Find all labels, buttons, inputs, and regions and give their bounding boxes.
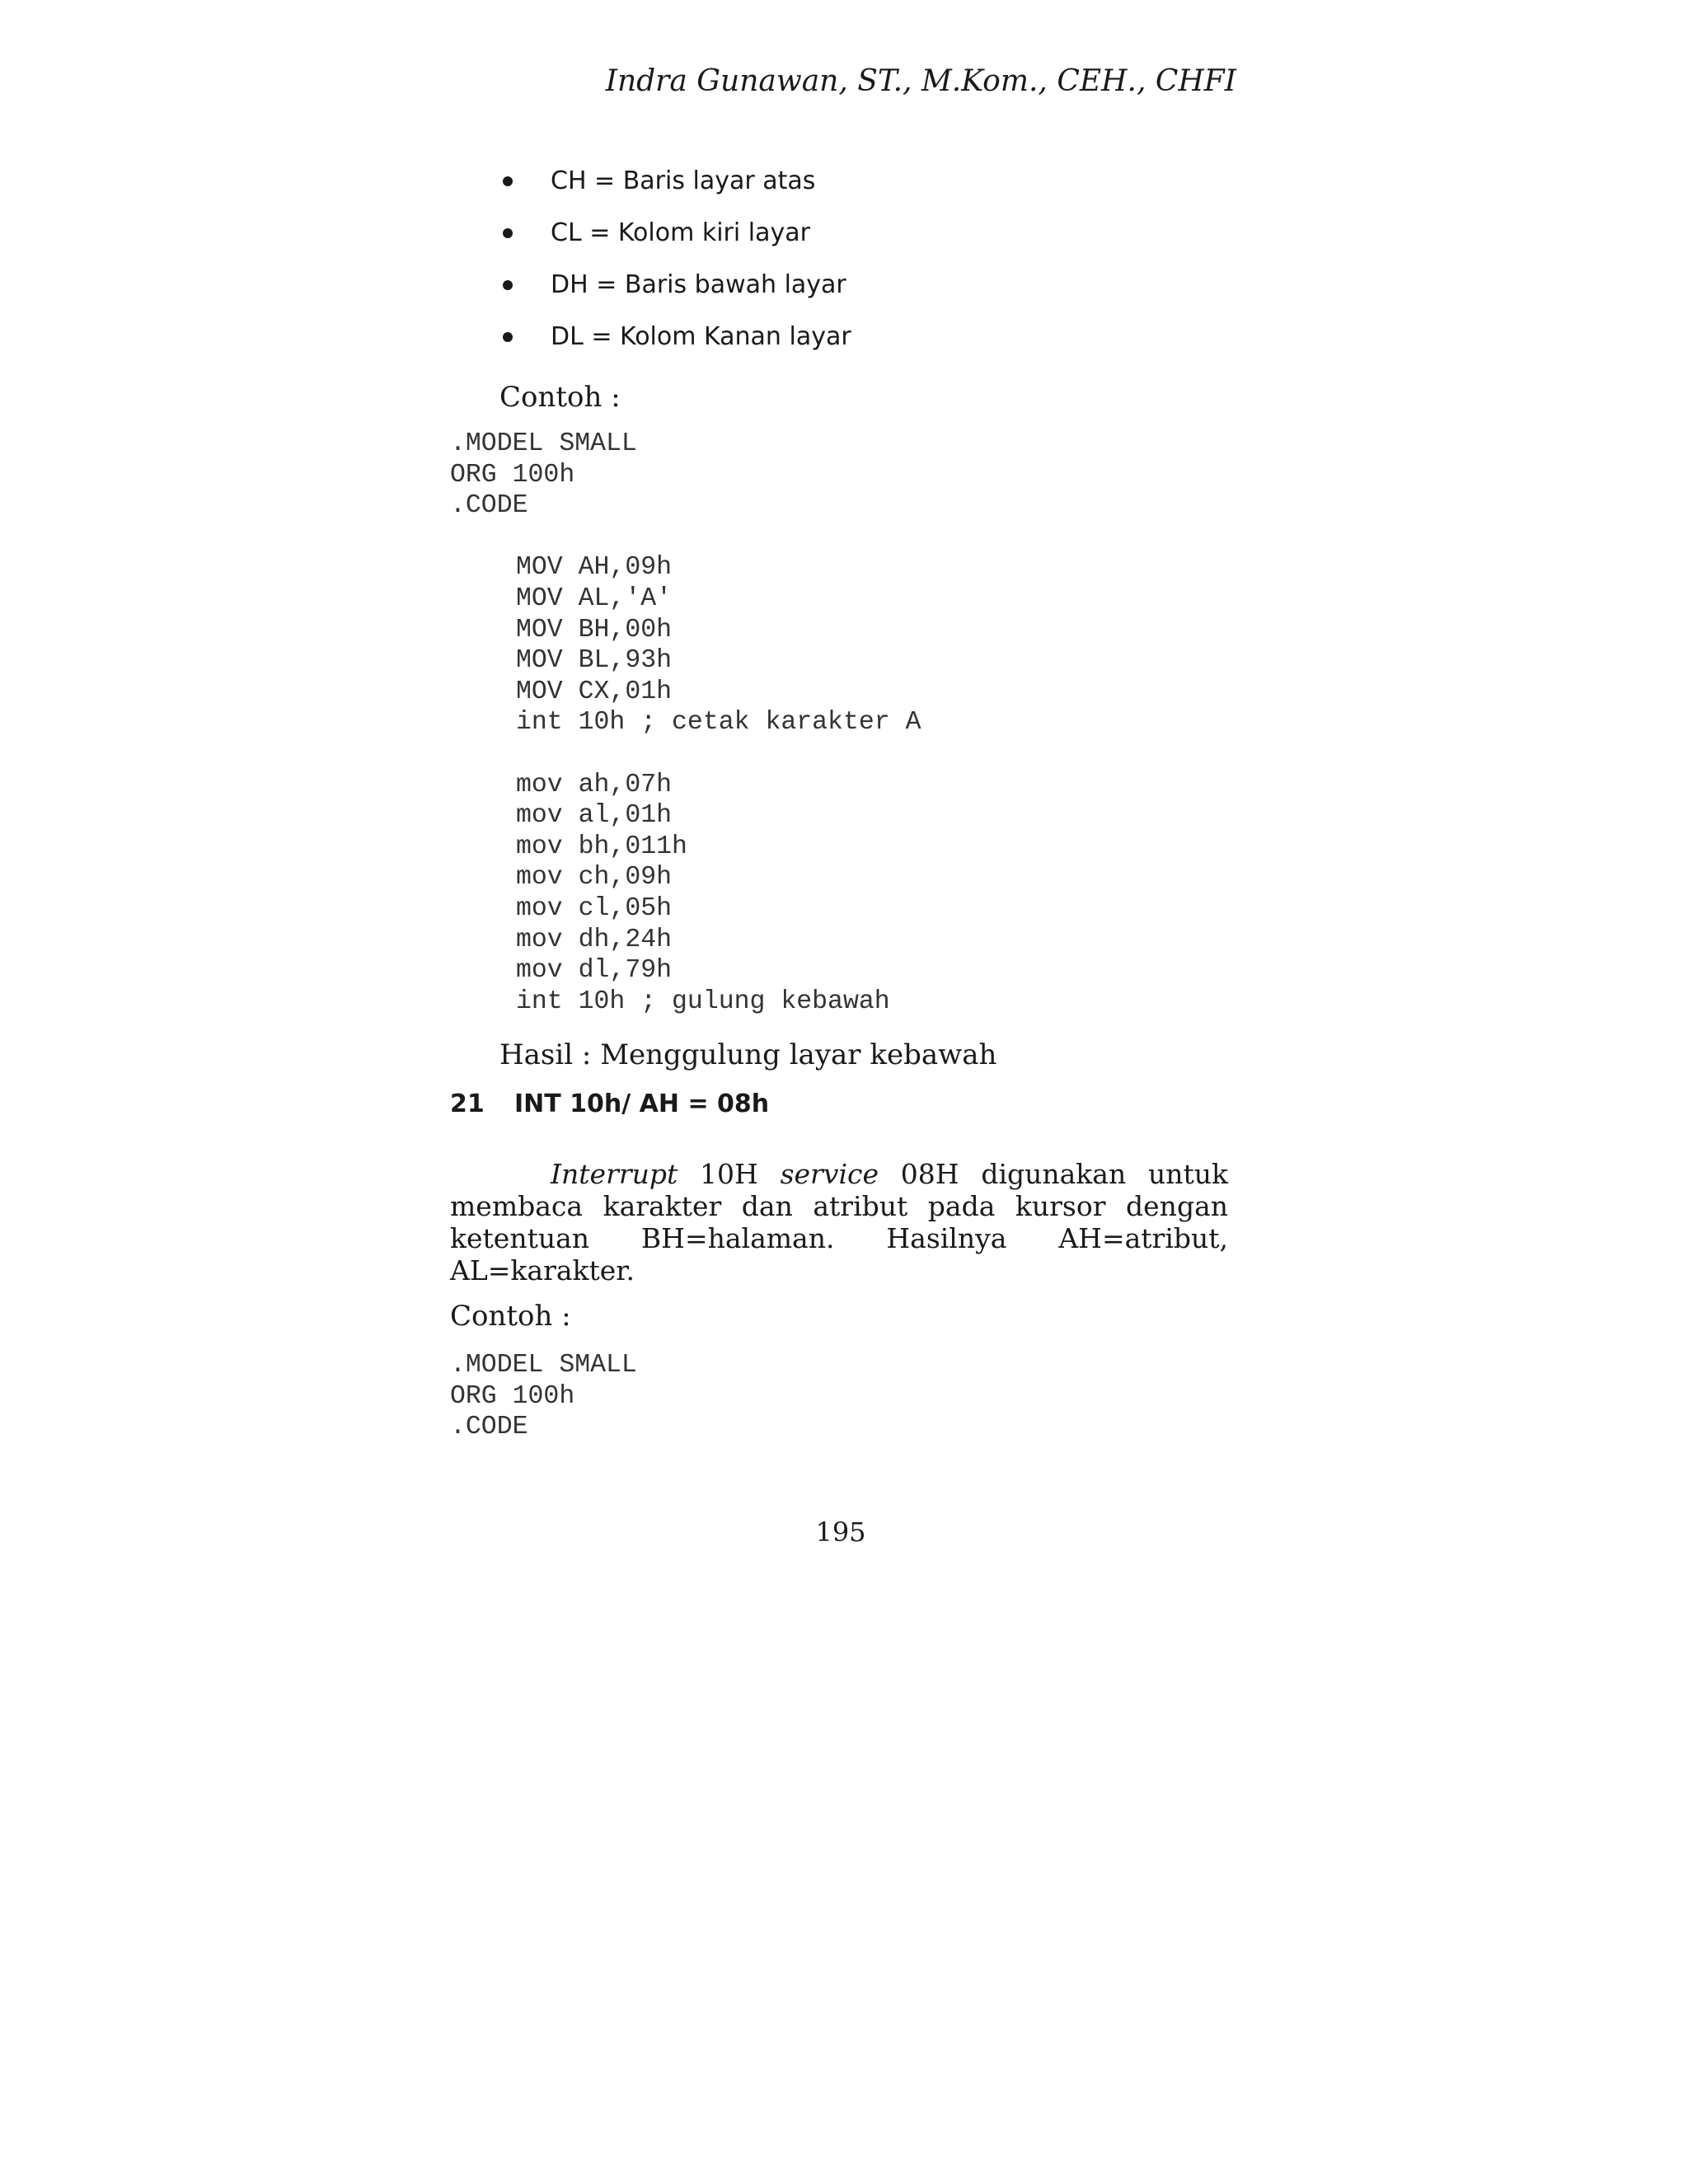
- code-line: .CODE: [450, 491, 528, 521]
- code-line: mov ch,09h: [516, 863, 673, 893]
- description-text-part: 08H digunakan untuk membaca karakter dan atribut pada kursor dengan ketentuan BH=halaman. Hasilnya AH=atribut, AL=karakter.: [450, 1158, 1229, 1286]
- example-label: Contoh :: [450, 1300, 571, 1333]
- code-line: mov al,01h: [516, 801, 673, 831]
- code-line: int 10h ; cetak karakter A: [516, 708, 921, 738]
- register-bullet-list: [499, 155, 851, 363]
- bullet-icon: [503, 228, 513, 238]
- code-line: mov dl,79h: [516, 956, 673, 986]
- list-item: [499, 155, 851, 207]
- description-paragraph: [450, 1158, 1228, 1286]
- example-label: Contoh :: [499, 381, 621, 414]
- code-block-example-2: [450, 1350, 637, 1443]
- code-line: MOV BL,93h: [516, 646, 673, 676]
- list-item: [499, 311, 851, 363]
- code-blank-line: [450, 738, 921, 770]
- list-item-text: CH = Baris layar atas: [551, 166, 816, 195]
- result-text: Hasil : Menggulung layar kebawah: [499, 1038, 997, 1071]
- bullet-icon: [503, 280, 513, 290]
- list-item: [499, 207, 851, 259]
- code-line: mov cl,05h: [516, 893, 673, 923]
- code-line: MOV CX,01h: [516, 677, 673, 706]
- section-number: 21: [450, 1090, 485, 1118]
- list-item: [499, 259, 851, 311]
- bullet-icon: [503, 176, 513, 186]
- code-line: MOV AL,'A': [516, 583, 673, 613]
- code-line: MOV BH,00h: [516, 615, 673, 644]
- code-line: MOV AH,09h: [516, 553, 673, 583]
- section-title: INT 10h/ AH = 08h: [514, 1090, 770, 1118]
- code-line: mov ah,07h: [516, 770, 673, 799]
- bullet-icon: [503, 332, 513, 342]
- page-number: 195: [815, 1516, 866, 1548]
- code-line: .MODEL SMALL: [450, 1351, 637, 1380]
- code-line: mov dh,24h: [516, 925, 673, 954]
- running-header-author: Indra Gunawan, ST., M.Kom., CEH., CHFI: [605, 64, 1236, 98]
- list-item-text: DH = Baris bawah layar: [551, 269, 846, 299]
- list-item-text: CL = Kolom kiri layar: [551, 218, 810, 247]
- code-block-example-1: [450, 429, 921, 1017]
- code-line: ORG 100h: [450, 1381, 575, 1411]
- code-line: ORG 100h: [450, 460, 575, 490]
- code-blank-line: [450, 522, 921, 553]
- section-heading: [450, 1090, 769, 1118]
- code-line: .MODEL SMALL: [450, 429, 637, 458]
- code-line: .CODE: [450, 1413, 528, 1442]
- list-item-text: DL = Kolom Kanan layar: [551, 321, 851, 351]
- term-service: service: [780, 1158, 879, 1190]
- description-text-part: 10H: [678, 1158, 781, 1190]
- code-line: int 10h ; gulung kebawah: [516, 987, 890, 1016]
- term-interrupt: Interrupt: [551, 1158, 678, 1190]
- code-line: mov bh,011h: [516, 832, 687, 861]
